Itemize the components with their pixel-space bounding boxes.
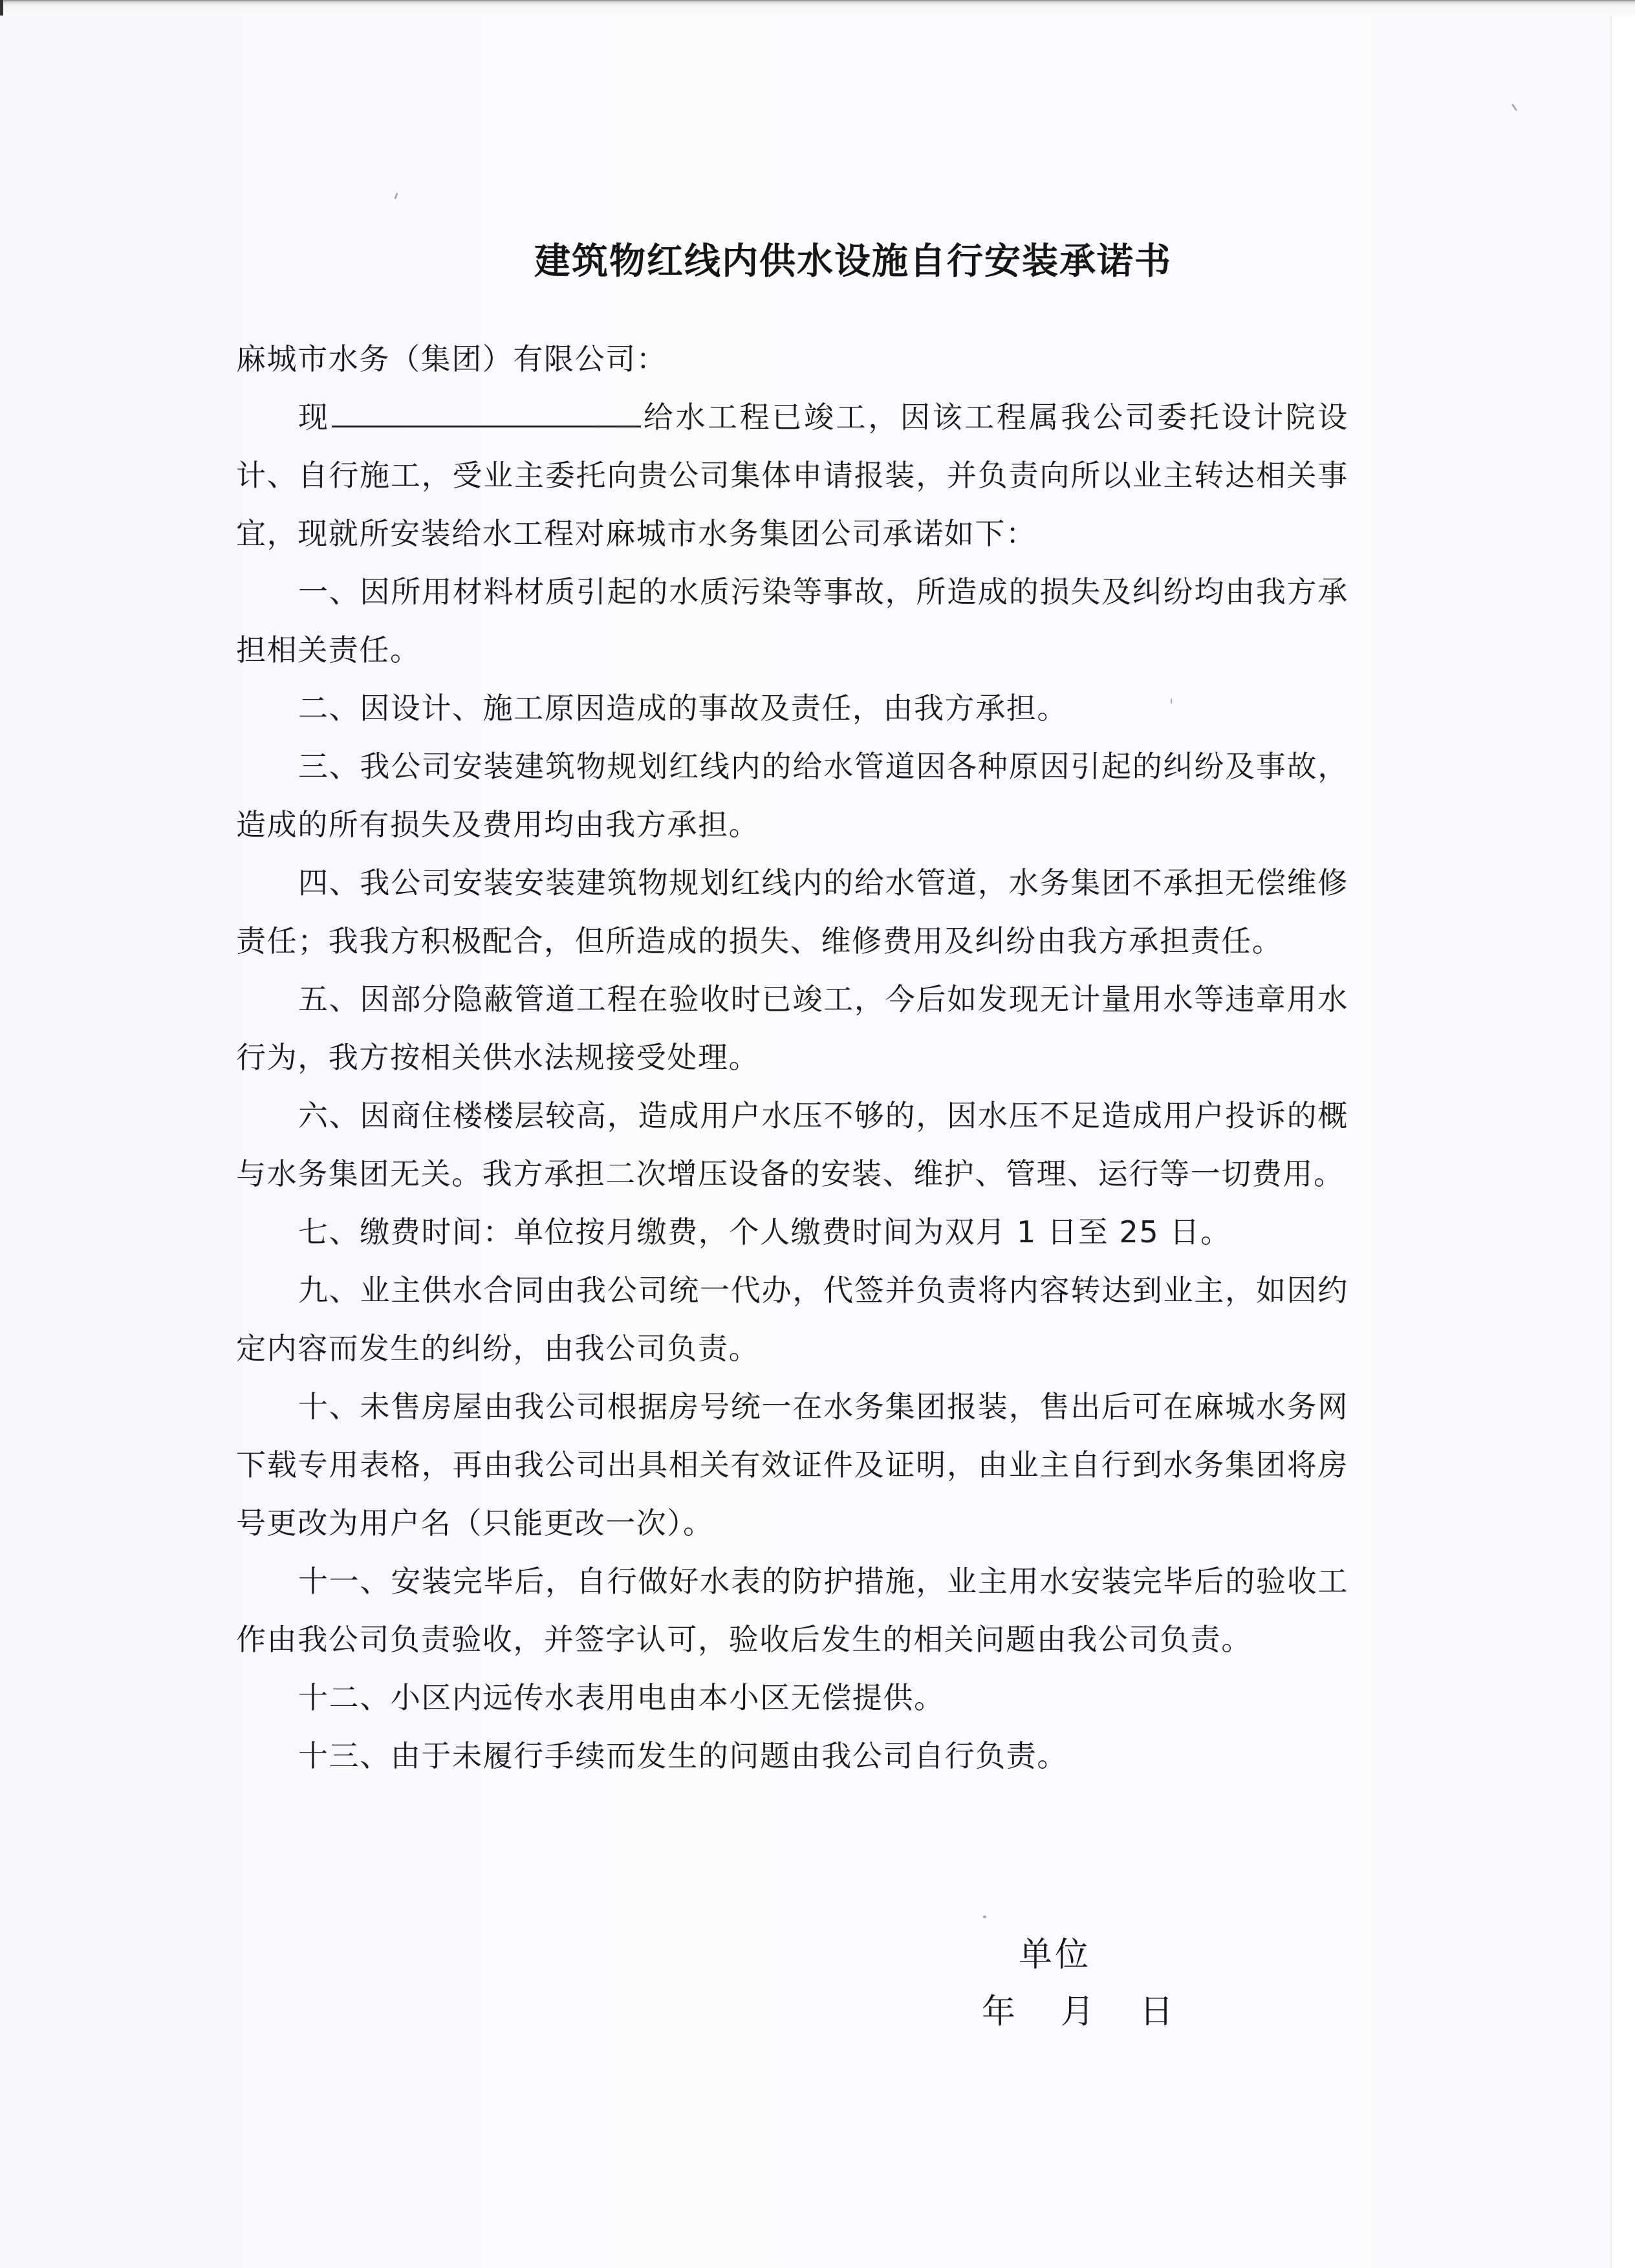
- clause-text: 缴费时间：单位按月缴费，个人缴费时间为双月 1 日至 25 日。: [360, 1215, 1231, 1249]
- clause-number: 二、: [298, 691, 360, 726]
- clause-text: 我公司安装安装建筑物规划红线内的给水管道，水务集团不承担无偿维修责任；我我方积极配合，但所造成的损失、维修费用及纠纷由我方承担责任。: [236, 865, 1349, 958]
- clause-number: 六、: [298, 1098, 360, 1133]
- intro-paragraph: [236, 388, 1348, 563]
- clause-4: [236, 854, 1348, 970]
- clause-number: 十、: [298, 1389, 360, 1424]
- clause-text: 安装完毕后，自行做好水表的防护措施，业主用水安装完毕后的验收工作由我公司负责验收，并签字认可，验收后发生的相关问题由我公司负责。: [236, 1564, 1348, 1657]
- clause-2: [236, 679, 1348, 737]
- clause-number: 一、: [298, 574, 360, 609]
- clause-number: 九、: [298, 1273, 360, 1308]
- clause-13: [236, 1727, 1348, 1785]
- clause-number: 五、: [298, 982, 360, 1017]
- scan-edge: [0, 0, 1635, 17]
- clause-3: [236, 737, 1348, 854]
- clause-number: 十一、: [298, 1564, 391, 1599]
- clause-text: 小区内远传水表用电由本小区无偿提供。: [390, 1680, 945, 1715]
- intro-prefix: 现: [298, 400, 330, 435]
- clause-number: 四、: [298, 865, 360, 900]
- scan-speck: [983, 1916, 986, 1918]
- clause-text: 因所用材料材质引起的水质污染等事故，所造成的损失及纠纷均由我方承担相关责任。: [236, 574, 1349, 667]
- clause-6: [236, 1086, 1348, 1203]
- clause-text: 未售房屋由我公司根据房号统一在水务集团报装，售出后可在麻城水务网下载专用表格，再由我公司出具相关有效证件及证明，由业主自行到水务集团将房号更改为用户名（只能更改一次）。: [236, 1389, 1349, 1540]
- clause-text: 我公司安装建筑物规划红线内的给水管道因各种原因引起的纠纷及事故，造成的所有损失及费用均由我方承担。: [236, 749, 1349, 842]
- clause-11: [236, 1552, 1348, 1669]
- clause-number: 十二、: [298, 1680, 391, 1715]
- document-title: 建筑物红线内供水设施自行安装承诺书: [534, 240, 1172, 283]
- clause-12: [236, 1669, 1348, 1727]
- project-name-blank-field[interactable]: [332, 393, 641, 427]
- clause-9: [236, 1261, 1348, 1377]
- clause-number: 十三、: [298, 1738, 391, 1773]
- clause-text: 业主供水合同由我公司统一代办，代签并负责将内容转达到业主，如因约定内容而发生的纠纷，由我公司负责。: [236, 1273, 1349, 1366]
- signature-unit-label: 单位: [1019, 1936, 1092, 1974]
- addressee: 麻城市水务（集团）有限公司：: [236, 341, 667, 376]
- clause-number: 三、: [298, 749, 360, 784]
- document-body: [236, 330, 1348, 1785]
- clause-10: [236, 1377, 1348, 1552]
- intro-text: 给水工程已竣工，因该工程属我公司委托设计院设计、自行施工，受业主委托向贵公司集体申请报装，并负责向所以业主转达相关事宜，现就所安装给水工程对麻城市水务集团公司承诺如下：: [236, 400, 1348, 551]
- signature-date: [982, 1984, 1173, 2033]
- clause-text: 因商住楼楼层较高，造成用户水压不够的，因水压不足造成用户投诉的概与水务集团无关。我方承担二次增压设备的安装、维护、管理、运行等一切费用。: [236, 1098, 1349, 1191]
- clause-text: 因设计、施工原因造成的事故及责任，由我方承担。: [360, 691, 1068, 726]
- date-year-label: 年: [982, 1993, 1016, 2031]
- date-month-label: 月: [1061, 1993, 1095, 2031]
- clause-1: [236, 563, 1348, 679]
- clause-5: [236, 970, 1348, 1086]
- clause-text: 由于未履行手续而发生的问题由我公司自行负责。: [390, 1738, 1068, 1773]
- clause-text: 因部分隐蔽管道工程在验收时已竣工，今后如发现无计量用水等违章用水行为，我方按相关供水法规接受处理。: [236, 982, 1349, 1075]
- clause-number: 七、: [298, 1215, 360, 1249]
- date-day-label: 日: [1140, 1993, 1174, 2031]
- clause-7: [236, 1203, 1348, 1261]
